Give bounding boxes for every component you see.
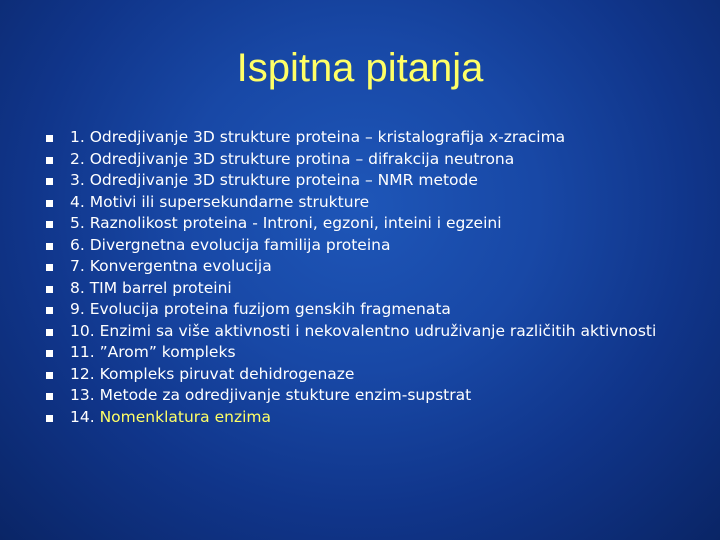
list-item	[40, 364, 690, 386]
list-item	[40, 385, 690, 407]
square-bullet-icon	[46, 393, 53, 400]
list-item-highlighted-text: Nomenklatura enzima	[99, 407, 271, 426]
slide-title: Ispitna pitanja	[236, 46, 484, 90]
square-bullet-icon	[46, 178, 53, 185]
square-bullet-icon	[46, 200, 53, 207]
list-item	[40, 192, 690, 214]
list-item-text: 9. Evolucija proteina fuzijom genskih fragmenata	[70, 300, 451, 318]
list-item-text: 11. ”Arom” kompleks	[70, 343, 236, 361]
list-item	[40, 149, 690, 171]
square-bullet-icon	[46, 286, 53, 293]
list-item	[40, 256, 690, 278]
list-item	[40, 321, 690, 343]
list-item-text: 10. Enzimi sa više aktivnosti i nekovalentno udruživanje različitih aktivnosti	[70, 321, 657, 340]
square-bullet-icon	[46, 221, 53, 228]
square-bullet-icon	[46, 372, 53, 379]
list-item	[40, 170, 690, 192]
list-item	[40, 127, 690, 149]
list-item-text: 8. TIM barrel proteini	[70, 278, 232, 297]
question-list	[40, 127, 690, 428]
list-item-text: 2. Odredjivanje 3D strukture protina – difrakcija neutrona	[70, 149, 515, 168]
list-item	[40, 278, 690, 300]
list-item-text: 6. Divergnetna evolucija familija proteina	[70, 235, 391, 254]
square-bullet-icon	[46, 329, 53, 336]
list-item-text: 1. Odredjivanje 3D strukture proteina – kristalografija x-zracima	[70, 128, 566, 146]
list-item	[40, 235, 690, 257]
list-item	[40, 407, 690, 429]
list-item-text: 12. Kompleks piruvat dehidrogenaze	[70, 364, 355, 383]
square-bullet-icon	[46, 415, 53, 422]
square-bullet-icon	[46, 135, 53, 142]
square-bullet-icon	[46, 157, 53, 164]
list-item-text: 13. Metode za odredjivanje stukture enzim-supstrat	[70, 386, 472, 404]
square-bullet-icon	[46, 307, 53, 314]
square-bullet-icon	[46, 243, 53, 250]
list-item-text: 7. Konvergentna evolucija	[70, 257, 272, 275]
list-item-text: 4. Motivi ili supersekundarne strukture	[70, 192, 370, 211]
list-item-number: 14.	[70, 407, 100, 426]
list-item	[40, 213, 690, 235]
list-item-text: 3. Odredjivanje 3D strukture proteina – NMR metode	[70, 171, 478, 189]
square-bullet-icon	[46, 350, 53, 357]
list-item	[40, 342, 690, 364]
list-item	[40, 299, 690, 321]
square-bullet-icon	[46, 264, 53, 271]
list-item-text: 5. Raznolikost proteina - Introni, egzoni, inteini i egzeini	[70, 214, 502, 232]
